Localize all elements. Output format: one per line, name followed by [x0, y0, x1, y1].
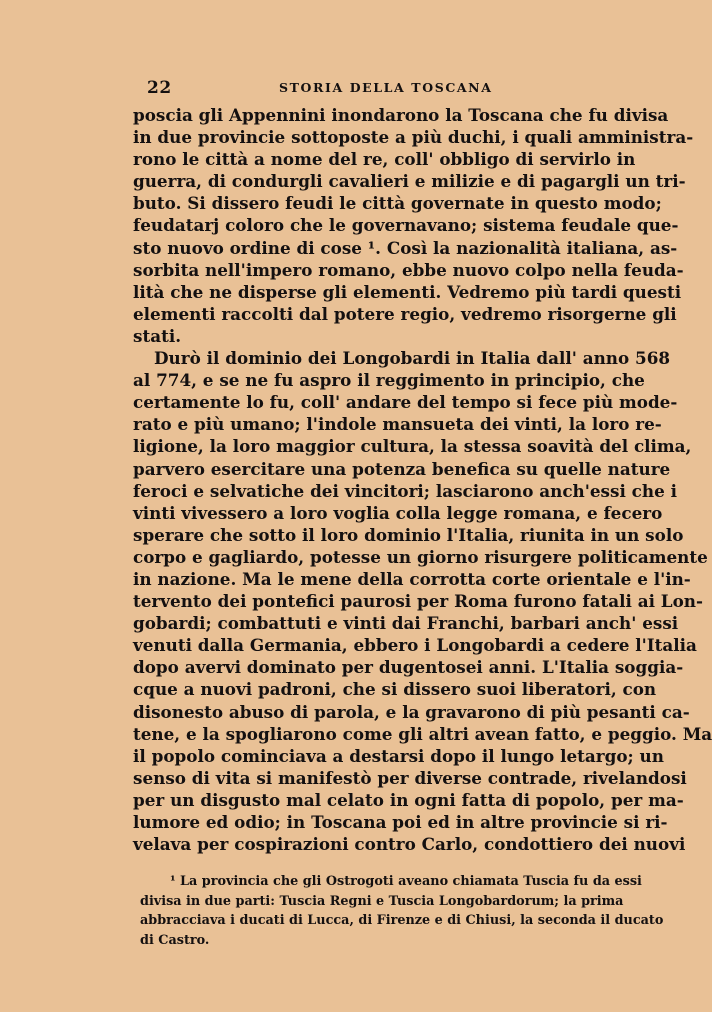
- text-line: cque a nuovi padroni, che si dissero suoi liberatori, con: [133, 679, 657, 700]
- running-head: [133, 78, 621, 100]
- text-line: il popolo cominciava a destarsi dopo il lungo letargo; un: [133, 745, 664, 766]
- text-line: vinti vivessero a loro voglia colla legge romana, e fecero: [133, 502, 663, 523]
- text-line: lità che ne disperse gli elementi. Vedremo più tardi questi: [133, 281, 682, 302]
- text-line: tene, e la spogliarono come gli altri avean fatto, e peggio. Ma: [133, 723, 712, 744]
- text-line: per un disgusto mal celato in ogni fatta di popolo, per ma-: [133, 789, 684, 810]
- running-title: STORIA DELLA TOSCANA: [279, 80, 493, 95]
- text-line: lumore ed odio; in Toscana poi ed in altre provincie si ri-: [133, 812, 668, 832]
- text-line: poscia gli Appennini inondarono la Toscana che fu divisa: [133, 105, 669, 125]
- footnote-line: ¹ La provincia che gli Ostrogoti aveano chiamata Tuscia fu da essi: [170, 874, 642, 889]
- text-line: sto nuovo ordine di cose ¹. Così la nazionalità italiana, as-: [133, 237, 678, 258]
- text-line: guerra, di condurgli cavalieri e milizie e di pagargli un tri-: [133, 171, 686, 192]
- body-text: [133, 104, 712, 855]
- text-line: in due provincie sottoposte a più duchi, i quali amministra-: [133, 127, 694, 148]
- text-line: sorbita nell'impero romano, ebbe nuovo colpo nella feuda-: [133, 259, 684, 280]
- text-line: dopo avervi dominato per dugentosei anni. L'Italia soggia-: [133, 657, 684, 678]
- text-line: feroci e selvatiche dei vincitori; lasciarono anch'essi che i: [133, 480, 677, 501]
- text-line: feudatarj coloro che le governavano; sistema feudale que-: [133, 215, 679, 236]
- text-line: certamente lo fu, coll' andare del tempo si fece più mode-: [133, 392, 678, 413]
- footnote-line: abbracciava i ducati di Lucca, di Firenze e di Chiusi, la seconda il ducato: [140, 913, 664, 928]
- text-line: disonesto abuso di parola, e la gravarono di più pesanti ca-: [133, 701, 690, 722]
- text-line: tervento dei pontefici paurosi per Roma furono fatali ai Lon-: [133, 591, 703, 612]
- footnotes: [140, 872, 664, 950]
- text-line: al 774, e se ne fu aspro il reggimento in principio, che: [133, 370, 645, 391]
- text-line: velava per cospirazioni contro Carlo, condottiero dei nuovi: [133, 834, 686, 855]
- text-line: stati.: [133, 325, 182, 346]
- text-line: buto. Si dissero feudi le città governate in questo modo;: [133, 193, 662, 214]
- text-line: gobardi; combattuti e vinti dai Franchi, barbari anch' essi: [133, 613, 679, 634]
- footnote-line: di Castro.: [140, 932, 210, 948]
- text-line: venuti dalla Germania, ebbero i Longobardi a cedere l'Italia: [133, 635, 697, 656]
- text-line: in nazione. Ma le mene della corrotta corte orientale e l'in-: [133, 568, 691, 589]
- text-line: parvero esercitare una potenza benefica su quelle nature: [133, 458, 671, 479]
- text-line: senso di vita si manifestò per diverse contrade, rivelandosi: [133, 767, 687, 788]
- page-number: 22: [147, 78, 172, 98]
- text-line: ligione, la loro maggior cultura, la stessa soavità del clima,: [133, 436, 692, 457]
- text-line: rono le città a nome del re, coll' obbligo di servirlo in: [133, 149, 636, 170]
- text-line: rato e più umano; l'indole mansueta dei vinti, la loro re-: [133, 414, 662, 435]
- text-line: Durò il dominio dei Longobardi in Italia dall' anno 568: [154, 348, 671, 369]
- text-line: elementi raccolti dal potere regio, vedremo risorgerne gli: [133, 303, 677, 324]
- text-line: corpo e gagliardo, potesse un giorno risurgere politicamente: [133, 546, 708, 567]
- text-line: sperare che sotto il loro dominio l'Italia, riunita in un solo: [133, 524, 684, 545]
- footnote-line: divisa in due parti: Tuscia Regni e Tuscia Longobardorum; la prima: [140, 893, 624, 909]
